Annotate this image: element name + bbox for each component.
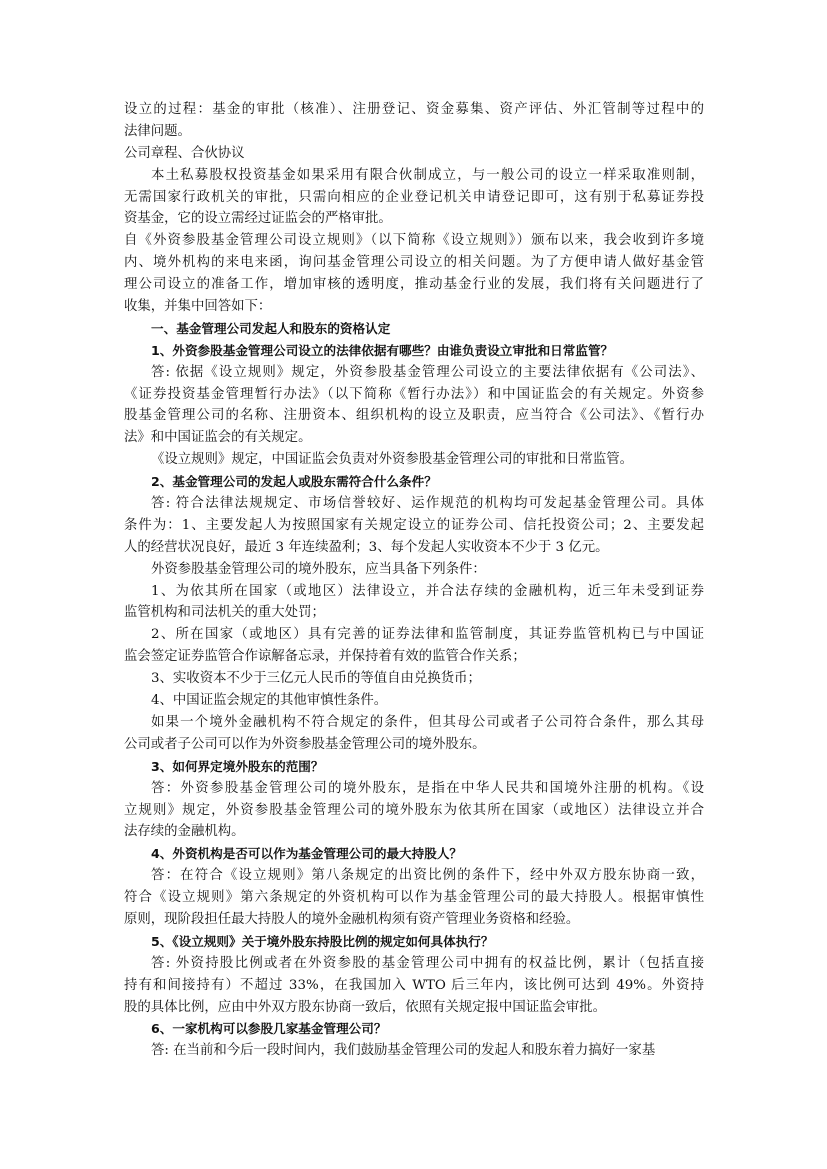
paragraph bbox=[124, 690, 704, 712]
text-line: 一、基金管理公司发起人和股东的资格认定 bbox=[151, 320, 391, 336]
paragraph bbox=[124, 1040, 704, 1062]
text-line: 自《外资参股基金管理公司设立规则》（以下简称《设立规则》）颁布以来，我会收到许多境 bbox=[124, 233, 704, 249]
text-line: 资基金，它的设立需经过证监会的严格审批。 bbox=[124, 211, 392, 227]
text-line: 监会签定证券监管合作谅解备忘录，并保持着有效的监管合作关系； bbox=[124, 649, 526, 665]
text-line: 原则，现阶段担任最大持股人的境外金融机构须有资产管理业务资格和经验。 bbox=[124, 911, 580, 927]
paragraph bbox=[124, 778, 704, 844]
paragraph bbox=[124, 99, 704, 143]
paragraph bbox=[124, 865, 704, 931]
text-line: 2、基金管理公司的发起人或股东需符合什么条件？ bbox=[151, 474, 437, 490]
document-page bbox=[124, 99, 704, 1062]
text-line: 答: 在当前和今后一段时间内，我们鼓励基金管理公司的发起人和股东着力搞好一家基 bbox=[151, 1043, 656, 1059]
text-line: 4、中国证监会规定的其他审慎性条件。 bbox=[151, 693, 388, 709]
text-line: 2、所在国家（或地区）具有完善的证券法律和监管制度，其证券监管机构已与中国证 bbox=[151, 627, 704, 643]
text-line: 3、如何界定境外股东的范围？ bbox=[151, 758, 324, 774]
paragraph bbox=[124, 668, 704, 690]
text-line: 外资参股基金管理公司的境外股东，应当具备下列条件： bbox=[151, 561, 486, 577]
text-line: 公司或者子公司可以作为外资参股基金管理公司的境外股东。 bbox=[124, 736, 486, 752]
text-line: 法律问题。 bbox=[124, 123, 191, 139]
text-line: 无需国家行政机关的审批，只需向相应的企业登记机关申请登记即可，这有别于私募证券投 bbox=[124, 189, 704, 205]
section-heading bbox=[124, 340, 704, 362]
section-heading bbox=[124, 931, 704, 953]
text-line: 答：外资参股基金管理公司的境外股东，是指在中华人民共和国境外注册的机构。《设 bbox=[151, 780, 704, 796]
text-line: 法存续的金融机构。 bbox=[124, 824, 245, 840]
text-line: 内、境外机构的来电来函，询问基金管理公司设立的相关问题。为了方便申请人做好基金管 bbox=[124, 255, 704, 271]
paragraph bbox=[124, 449, 704, 471]
section-heading bbox=[124, 843, 704, 865]
paragraph bbox=[124, 953, 704, 1019]
section-heading bbox=[124, 756, 704, 778]
paragraph bbox=[124, 143, 704, 165]
text-line: 1、为依其所在国家（或地区）法律设立，并合法存续的金融机构，近三年未受到证券 bbox=[151, 583, 704, 599]
text-line: 答: 依据《设立规则》规定，外资参股基金管理公司设立的主要法律依据有《公司法》、 bbox=[151, 364, 704, 380]
text-line: 答：在符合《设立规则》第八条规定的出资比例的条件下，经中外双方股东协商一致， bbox=[151, 868, 704, 884]
section-heading bbox=[124, 1018, 704, 1040]
paragraph bbox=[124, 624, 704, 668]
text-line: 持有和间接持有）不超过 33%，在我国加入 WTO 后三年内，该比例可达到 49%。外资持 bbox=[124, 977, 704, 993]
text-line: 5、《设立规则》关于境外股东持股比例的规定如何具体执行？ bbox=[151, 933, 494, 949]
text-line: 如果一个境外金融机构不符合规定的条件，但其母公司或者子公司符合条件，那么其母 bbox=[151, 714, 704, 730]
text-line: 股的具体比例，应由中外双方股东协商一致后，依照有关规定报中国证监会审批。 bbox=[124, 999, 607, 1015]
paragraph bbox=[124, 165, 704, 231]
paragraph bbox=[124, 581, 704, 625]
text-line: 1、外资参股基金管理公司设立的法律依据有哪些？由谁负责设立审批和日常监管？ bbox=[151, 342, 614, 358]
section-heading bbox=[124, 471, 704, 493]
text-line: 股基金管理公司的名称、注册资本、组织机构的设立及职责，应当符合《公司法》、《暂行办 bbox=[124, 408, 704, 424]
paragraph bbox=[124, 559, 704, 581]
text-line: 6、一家机构可以参股几家基金管理公司？ bbox=[151, 1021, 387, 1037]
text-line: 符合《设立规则》第六条规定的外资机构可以作为基金管理公司的最大持股人。根据审慎性 bbox=[124, 890, 704, 906]
text-line: 监管机构和司法机关的重大处罚； bbox=[124, 605, 325, 621]
text-line: 答: 外资持股比例或者在外资参股的基金管理公司中拥有的权益比例，累计（包括直接 bbox=[151, 955, 704, 971]
text-line: 理公司设立的准备工作，增加审核的透明度，推动基金行业的发展，我们将有关问题进行了 bbox=[124, 277, 704, 293]
text-line: 收集，并集中回答如下： bbox=[124, 299, 272, 315]
text-line: 《设立规则》规定，中国证监会负责对外资参股基金管理公司的审批和日常监管。 bbox=[151, 452, 634, 468]
paragraph bbox=[124, 230, 704, 318]
text-line: 4、外资机构是否可以作为基金管理公司的最大持股人？ bbox=[151, 846, 463, 862]
text-line: 立规则》规定，外资参股基金管理公司的境外股东为依其所在国家（或地区）法律设立并合 bbox=[124, 802, 704, 818]
text-line: 公司章程、合伙协议 bbox=[124, 145, 245, 161]
text-line: 法》和中国证监会的有关规定。 bbox=[124, 430, 312, 446]
text-line: 人的经营状况良好，最近 3 年连续盈利；3、每个发起人实收资本不少于 3 亿元。 bbox=[124, 539, 609, 555]
text-line: 本土私募股权投资基金如果采用有限合伙制成立，与一般公司的设立一样采取准则制， bbox=[151, 167, 704, 183]
text-line: 《证券投资基金管理暂行办法》（以下简称《暂行办法》）和中国证监会的有关规定。外资参 bbox=[124, 386, 704, 402]
text-line: 3、实收资本不少于三亿元人民币的等值自由兑换货币； bbox=[151, 671, 481, 687]
text-line: 设立的过程：基金的审批（核准）、注册登记、资金募集、资产评估、外汇管制等过程中的 bbox=[124, 102, 704, 117]
text-line: 条件为：1、主要发起人为按照国家有关规定设立的证券公司、信托投资公司；2、主要发起 bbox=[124, 517, 704, 533]
paragraph bbox=[124, 493, 704, 559]
section-heading bbox=[124, 318, 704, 340]
text-line: 答: 符合法律法规规定、市场信誉较好、运作规范的机构均可发起基金管理公司。具体 bbox=[151, 496, 704, 512]
paragraph bbox=[124, 712, 704, 756]
paragraph bbox=[124, 362, 704, 450]
